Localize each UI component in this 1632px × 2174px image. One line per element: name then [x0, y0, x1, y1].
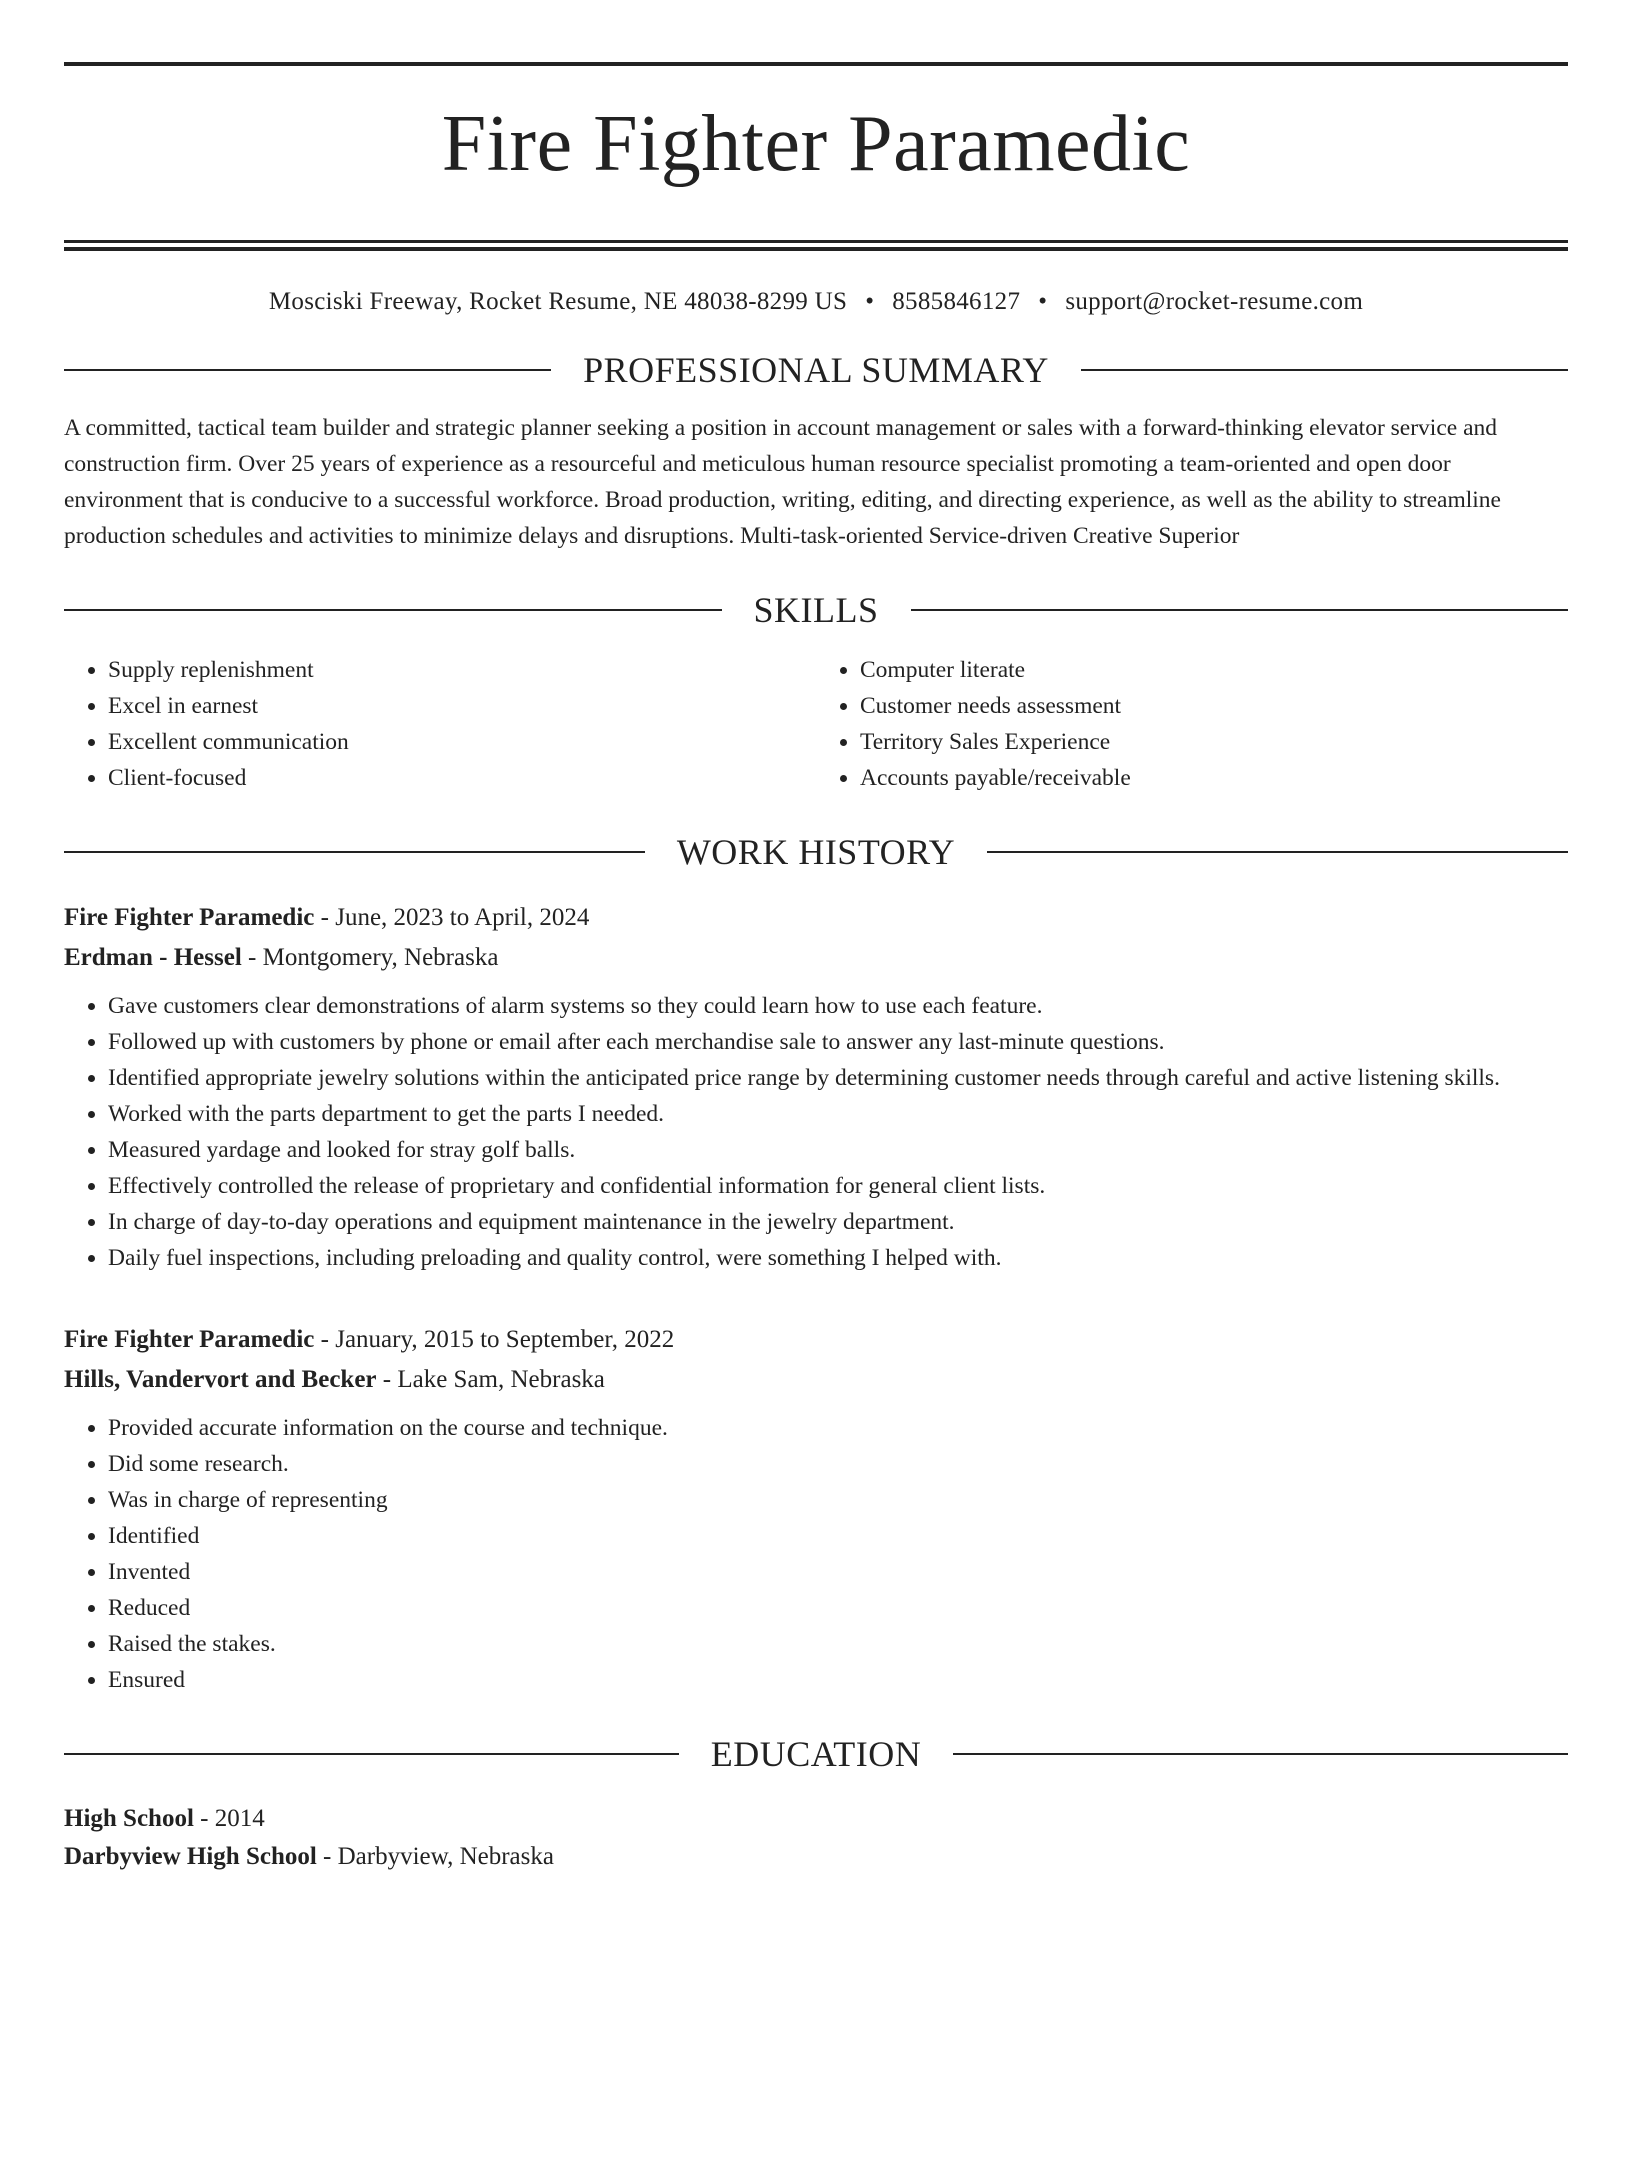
job-location: - Montgomery, Nebraska: [241, 944, 499, 971]
job-duty: • Invented: [108, 1554, 1568, 1590]
contact-address: Mosciski Freeway, Rocket Resume, NE 48038-8299 US: [268, 288, 848, 315]
summary-heading: [64, 350, 1568, 390]
heading-rule-left: [64, 369, 551, 371]
contact-separator: •: [865, 288, 875, 315]
resume-name: Fire Fighter Paramedic: [441, 100, 1191, 188]
job-duties: [64, 1410, 1568, 1698]
education-heading-text: EDUCATION: [710, 1734, 922, 1774]
job-duty: • Followed up with customers by phone or email after each merchandise sale to answer any last-minute questions.: [108, 1024, 1568, 1060]
job-entry: [64, 898, 1568, 1276]
skill-item: • Computer literate: [860, 652, 1568, 688]
summary-heading-text: PROFESSIONAL SUMMARY: [583, 350, 1049, 390]
job-duties: [64, 988, 1568, 1276]
skill-item: • Excellent communication: [108, 724, 816, 760]
job-duty: • Identified: [108, 1518, 1568, 1554]
education-location: - Darbyview, Nebraska: [316, 1843, 554, 1870]
job-duty: • Did some research.: [108, 1446, 1568, 1482]
summary-text: A committed, tactical team builder and strategic planner seeking a position in account management or sales with a forward-thinking elevator service and construction firm. Over 25 years of experience as a resourceful and meticulous human resource specialist promoting a team-oriented and open door environment that is conducive to a successful workforce. Broad production, writing, editing, and directing experience, as well as the ability to streamline production schedules and activities to minimize delays and disruptions. Multi-task-oriented Service-driven Creative Superior: [64, 415, 1501, 549]
job-title-line: [64, 898, 1568, 938]
education-year: - 2014: [193, 1805, 265, 1832]
heading-rule-right: [1081, 369, 1568, 371]
job-duty: • Measured yardage and looked for stray golf balls.: [108, 1132, 1568, 1168]
education-school: Darbyview High School: [64, 1843, 317, 1870]
education-heading: [64, 1734, 1568, 1774]
job-duty: • Reduced: [108, 1590, 1568, 1626]
education-school-line: [64, 1838, 1568, 1876]
job-duty: • Daily fuel inspections, including preloading and quality control, were something I helped with.: [108, 1240, 1568, 1276]
resume-page: [0, 62, 1632, 2174]
heading-rule-left: [64, 1753, 679, 1755]
heading-rule-left: [64, 609, 722, 611]
job-dates: - June, 2023 to April, 2024: [314, 904, 590, 931]
skills-heading: [64, 590, 1568, 630]
skill-item: • Customer needs assessment: [860, 688, 1568, 724]
header-top-rule: [64, 62, 1568, 66]
job-company: Erdman - Hessel: [64, 944, 242, 971]
work-history-heading: [64, 832, 1568, 872]
header-double-rule: [64, 240, 1568, 251]
job-duty: • Worked with the parts department to get the parts I needed.: [108, 1096, 1568, 1132]
job-duty: • Was in charge of representing: [108, 1482, 1568, 1518]
work-history-heading-text: WORK HISTORY: [676, 832, 956, 872]
skills-column-left: [64, 652, 816, 796]
job-company: Hills, Vandervort and Becker: [64, 1366, 377, 1393]
job-dates: - January, 2015 to September, 2022: [314, 1326, 675, 1353]
job-company-line: [64, 938, 1568, 978]
heading-rule-left: [64, 851, 645, 853]
education-degree-line: [64, 1800, 1568, 1838]
job-duty: • Gave customers clear demonstrations of alarm systems so they could learn how to use each feature.: [108, 988, 1568, 1024]
skill-item: • Accounts payable/receivable: [860, 760, 1568, 796]
contact-line: [64, 289, 1568, 314]
skill-item: • Supply replenishment: [108, 652, 816, 688]
skills-heading-text: SKILLS: [753, 590, 879, 630]
job-title: Fire Fighter Paramedic: [64, 1326, 315, 1353]
skills-column-right: [816, 652, 1568, 796]
job-location: - Lake Sam, Nebraska: [376, 1366, 605, 1393]
education-degree: High School: [64, 1805, 194, 1832]
job-duty: • Ensured: [108, 1662, 1568, 1698]
skill-item: • Client-focused: [108, 760, 816, 796]
job-duty: • Identified appropriate jewelry solutions within the anticipated price range by determining customer needs through careful and active listening skills.: [108, 1060, 1568, 1096]
contact-phone: 8585846127: [892, 288, 1021, 315]
heading-rule-right: [911, 609, 1569, 611]
contact-email: support@rocket-resume.com: [1065, 288, 1364, 315]
job-duty: • Raised the stakes.: [108, 1626, 1568, 1662]
skill-item: • Territory Sales Experience: [860, 724, 1568, 760]
job-duty: • Provided accurate information on the course and technique.: [108, 1410, 1568, 1446]
job-title: Fire Fighter Paramedic: [64, 904, 315, 931]
job-title-line: [64, 1320, 1568, 1360]
heading-rule-right: [987, 851, 1568, 853]
skills-list: [64, 652, 1568, 796]
job-company-line: [64, 1360, 1568, 1400]
contact-separator: •: [1038, 288, 1048, 315]
heading-rule-right: [953, 1753, 1568, 1755]
skill-item: • Excel in earnest: [108, 688, 816, 724]
job-duty: • In charge of day-to-day operations and equipment maintenance in the jewelry department.: [108, 1204, 1568, 1240]
education-entry: [64, 1800, 1568, 1876]
job-entry: [64, 1320, 1568, 1698]
job-duty: • Effectively controlled the release of proprietary and confidential information for general client lists.: [108, 1168, 1568, 1204]
